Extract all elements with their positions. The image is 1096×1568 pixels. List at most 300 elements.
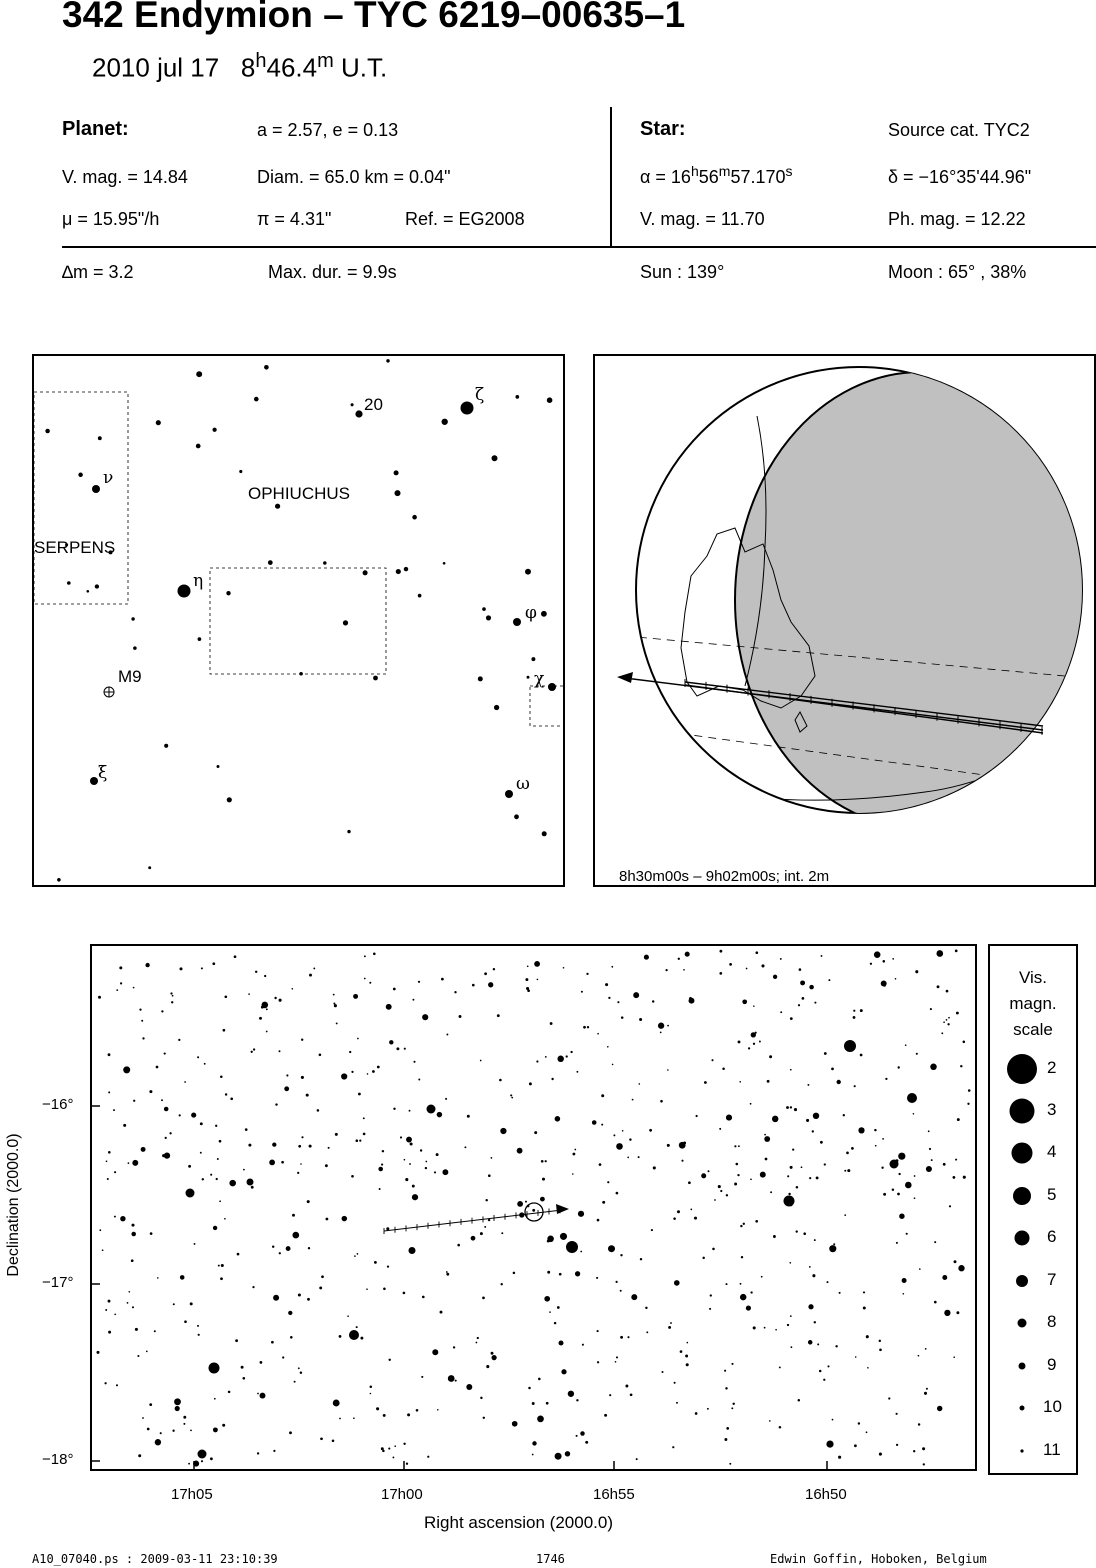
background-star: [98, 996, 101, 999]
background-star: [357, 1253, 359, 1255]
background-star: [726, 1427, 729, 1430]
background-star: [145, 963, 149, 967]
background-star: [586, 973, 588, 975]
background-star: [796, 1186, 799, 1189]
background-star: [408, 1247, 415, 1254]
background-star: [844, 1170, 846, 1172]
background-star: [812, 1274, 815, 1277]
background-star: [173, 1303, 175, 1305]
background-star: [198, 637, 202, 641]
background-star: [714, 1199, 716, 1201]
background-star: [298, 1293, 301, 1296]
background-star: [467, 1115, 470, 1118]
background-star: [394, 470, 399, 475]
background-star: [955, 1159, 957, 1161]
background-star: [913, 1113, 915, 1115]
background-star: [404, 567, 408, 571]
background-star: [870, 963, 872, 965]
background-star: [639, 1018, 642, 1021]
background-star: [485, 1199, 487, 1201]
background-star: [392, 1456, 394, 1458]
background-star: [609, 1394, 611, 1396]
scale-mag-label: 5: [1047, 1185, 1057, 1204]
background-star: [718, 1185, 721, 1188]
background-star: [731, 1407, 733, 1409]
background-star: [457, 1244, 460, 1247]
background-star: [273, 1450, 275, 1452]
background-star: [798, 1004, 800, 1006]
background-star: [563, 967, 565, 969]
star-phmag: Ph. mag. = 12.22: [888, 209, 1026, 229]
background-star: [172, 995, 174, 997]
background-star: [844, 1214, 846, 1216]
background-star: [613, 1134, 615, 1136]
xtick-label: 17h05: [171, 1486, 213, 1503]
minutes-unit: m: [317, 50, 334, 72]
background-star: [394, 1445, 396, 1447]
background-star: [512, 1421, 518, 1427]
earth-shadow: [735, 372, 1094, 828]
background-star: [229, 1180, 236, 1187]
background-star: [510, 1094, 512, 1096]
background-star: [248, 993, 250, 995]
footer-author: Edwin Goffin, Hoboken, Belgium: [770, 1552, 987, 1566]
background-star: [484, 1226, 486, 1228]
background-star: [200, 1122, 203, 1125]
background-star: [455, 1380, 457, 1382]
event-datetime: [92, 50, 387, 84]
background-star: [119, 966, 122, 969]
background-star: [309, 1145, 312, 1148]
target-star-bright: [566, 1241, 578, 1253]
background-star: [826, 1281, 828, 1283]
background-star: [175, 1406, 180, 1411]
background-star: [108, 1151, 111, 1154]
background-star: [138, 1454, 141, 1457]
background-star: [454, 991, 456, 993]
background-star: [946, 990, 949, 993]
background-star: [425, 1167, 427, 1169]
background-star: [576, 1435, 578, 1437]
chi-field-box: [530, 686, 563, 726]
label-nu: ν: [103, 468, 114, 488]
background-star: [432, 1349, 438, 1355]
background-star: [722, 1068, 725, 1071]
background-star: [529, 1082, 532, 1085]
background-star: [386, 1227, 389, 1230]
background-star: [188, 1463, 190, 1465]
background-star: [180, 1275, 185, 1280]
background-star: [464, 1146, 466, 1148]
background-star: [607, 1181, 609, 1183]
background-star: [241, 1366, 244, 1369]
background-star: [759, 1041, 761, 1043]
background-star: [582, 1344, 584, 1346]
background-star: [150, 1232, 153, 1235]
background-star: [341, 1073, 347, 1079]
star-xi: [90, 777, 98, 785]
background-star: [183, 1416, 186, 1419]
background-star: [750, 1103, 752, 1105]
background-star: [197, 1325, 199, 1327]
background-star: [133, 987, 135, 989]
background-star: [248, 1144, 251, 1147]
background-star: [297, 1172, 299, 1174]
background-star: [944, 1310, 950, 1316]
background-star: [114, 1216, 116, 1218]
background-star: [667, 1025, 669, 1027]
background-star: [854, 1444, 857, 1447]
background-star: [271, 1341, 274, 1344]
background-star: [615, 1281, 617, 1283]
background-star: [128, 1291, 130, 1293]
background-star: [786, 1106, 789, 1109]
background-star: [142, 1037, 144, 1039]
background-star: [767, 1080, 770, 1083]
background-star: [773, 1235, 776, 1238]
star-field-svg: [92, 946, 975, 1469]
background-star: [57, 878, 61, 882]
background-star: [802, 997, 805, 1000]
background-star: [924, 1392, 927, 1395]
background-star: [336, 1022, 338, 1024]
background-star: [558, 1340, 563, 1345]
background-star: [218, 1265, 220, 1267]
background-star: [499, 1079, 502, 1082]
background-star: [412, 999, 414, 1001]
background-star: [882, 1138, 884, 1140]
background-star: [934, 1301, 937, 1304]
background-star: [354, 1255, 356, 1257]
background-star: [902, 1278, 907, 1283]
background-star: [896, 1242, 898, 1244]
background-star: [823, 1379, 825, 1381]
background-star: [701, 1173, 706, 1178]
background-star: [123, 1124, 126, 1127]
scale-mag-label: 11: [1043, 1440, 1061, 1459]
background-star: [546, 1402, 549, 1405]
background-star: [226, 591, 230, 595]
background-star: [161, 1099, 163, 1101]
background-star: [851, 1147, 854, 1150]
background-star: [210, 1457, 213, 1460]
background-star: [292, 1232, 299, 1239]
background-star: [899, 1213, 904, 1218]
background-star: [948, 1017, 950, 1019]
background-star: [549, 1311, 551, 1313]
background-star: [482, 607, 486, 611]
background-star: [156, 420, 161, 425]
background-star: [313, 967, 315, 969]
background-star: [770, 1191, 772, 1193]
background-star: [646, 1331, 648, 1333]
background-star: [686, 1363, 689, 1366]
star-source-catalog: Source cat. TYC2: [888, 120, 1030, 140]
background-star: [790, 1166, 793, 1169]
background-star: [418, 1078, 420, 1080]
background-star: [266, 1031, 268, 1033]
background-star: [629, 1138, 631, 1140]
background-star: [217, 765, 220, 768]
background-star: [863, 1291, 865, 1293]
background-star: [369, 982, 371, 984]
background-star: [829, 1245, 836, 1252]
background-star: [306, 1094, 309, 1097]
background-star: [356, 1326, 358, 1328]
background-star: [816, 1176, 819, 1179]
background-star: [328, 1147, 330, 1149]
field-of-view-box: [210, 568, 386, 674]
background-star: [298, 1367, 300, 1369]
background-star: [255, 971, 257, 973]
background-star: [471, 1236, 476, 1241]
background-star: [446, 1034, 448, 1036]
moon-info: Moon : 65° , 38%: [888, 262, 1027, 282]
background-star: [860, 1054, 863, 1057]
field-star-bright: [844, 1040, 856, 1052]
star-phi: [513, 618, 521, 626]
background-star: [164, 1053, 166, 1055]
background-star: [299, 672, 303, 676]
background-star: [769, 1420, 771, 1422]
background-star: [855, 1356, 857, 1358]
background-star: [689, 997, 692, 1000]
background-star: [363, 1117, 365, 1119]
background-star: [956, 1311, 959, 1314]
background-star: [898, 1153, 905, 1160]
background-star: [104, 1382, 106, 1384]
background-star: [407, 1413, 410, 1416]
background-star: [356, 1139, 359, 1142]
background-star: [883, 960, 886, 963]
background-star: [930, 1008, 932, 1010]
background-star: [729, 1463, 731, 1465]
background-star: [751, 1032, 756, 1037]
background-star: [286, 1074, 288, 1076]
background-star: [404, 1159, 406, 1161]
background-star: [96, 1351, 99, 1354]
scale-mag-label: 7: [1047, 1270, 1057, 1289]
background-star: [459, 1015, 462, 1018]
background-star: [383, 1414, 386, 1417]
background-star: [132, 1306, 134, 1308]
background-star: [863, 1307, 866, 1310]
scale-title-line3: scale: [1013, 1020, 1053, 1039]
background-star: [377, 1066, 380, 1069]
background-star: [320, 1437, 323, 1440]
background-star: [788, 1193, 790, 1195]
background-star: [106, 1160, 108, 1162]
background-star: [532, 1441, 536, 1445]
background-star: [554, 1322, 556, 1324]
planet-parallax: π = 4.31": [257, 209, 332, 229]
background-star: [453, 1346, 455, 1348]
background-star: [223, 1029, 226, 1032]
background-star: [620, 1290, 622, 1292]
background-star: [808, 1340, 813, 1345]
background-star: [353, 1417, 355, 1419]
background-star: [483, 1417, 485, 1419]
label-omega: ω: [516, 774, 530, 794]
star-chi: [548, 683, 556, 691]
background-star: [448, 1375, 455, 1382]
background-star: [534, 1131, 537, 1134]
background-star: [220, 1076, 223, 1079]
background-star: [253, 1048, 255, 1050]
background-star: [264, 365, 269, 370]
background-star: [363, 1133, 366, 1136]
background-star: [660, 1100, 663, 1103]
background-star: [197, 1056, 199, 1058]
background-star: [381, 1164, 383, 1166]
background-star: [501, 1232, 503, 1234]
background-star: [881, 1167, 883, 1169]
background-star: [259, 1017, 262, 1020]
label-20: 20: [364, 395, 383, 414]
background-star: [860, 1009, 863, 1012]
background-star: [376, 1407, 379, 1410]
background-star: [622, 1130, 624, 1132]
planet-motion: μ = 15.95"/h: [62, 209, 160, 229]
background-star: [674, 1280, 680, 1286]
background-star: [237, 1253, 240, 1256]
background-star: [740, 1283, 742, 1285]
background-star: [649, 1129, 652, 1132]
background-star: [178, 1039, 180, 1041]
background-star: [790, 1346, 792, 1348]
background-star: [895, 978, 897, 980]
background-star: [943, 1021, 945, 1023]
background-star: [284, 1086, 289, 1091]
star-declination: δ = −16°35'44.96": [888, 167, 1032, 187]
label-chi: χ: [534, 669, 545, 689]
background-star: [418, 981, 420, 983]
background-star: [616, 1192, 619, 1195]
constellation-serpens: SERPENS: [34, 538, 116, 557]
label-eta: η: [193, 571, 204, 591]
background-star: [406, 1137, 412, 1143]
background-star: [242, 1377, 245, 1380]
background-star: [373, 953, 376, 956]
field-star: [349, 1330, 359, 1340]
background-star: [858, 1127, 864, 1133]
background-star: [902, 1293, 904, 1295]
background-star: [332, 1440, 335, 1443]
background-star: [914, 1197, 916, 1199]
background-star: [559, 1273, 562, 1276]
background-star: [683, 969, 685, 971]
background-star: [527, 965, 529, 967]
background-star: [230, 1097, 233, 1100]
background-star: [291, 988, 293, 990]
background-star: [597, 1033, 599, 1035]
background-star: [515, 395, 519, 399]
background-star: [222, 1424, 225, 1427]
background-star: [239, 470, 242, 473]
star-nu: [92, 485, 100, 493]
background-star: [308, 1247, 310, 1249]
background-star: [260, 1361, 263, 1364]
background-star: [160, 1432, 162, 1434]
background-star: [215, 1125, 217, 1127]
background-star: [412, 1185, 415, 1188]
background-star: [632, 1099, 634, 1101]
background-star: [729, 963, 732, 966]
x-axis-label: Right ascension (2000.0): [424, 1513, 614, 1532]
background-star: [525, 1201, 527, 1203]
background-star: [937, 1406, 942, 1411]
background-star: [551, 1078, 553, 1080]
background-star: [194, 1243, 196, 1245]
earth-globe-panel: [593, 354, 1096, 887]
background-star: [955, 950, 958, 953]
background-star: [587, 1026, 589, 1028]
background-star: [245, 1128, 248, 1131]
background-star: [738, 1145, 740, 1147]
background-star: [174, 1398, 181, 1405]
scale-dot-5: [1013, 1187, 1031, 1205]
background-star: [532, 1454, 534, 1456]
background-star: [831, 1068, 834, 1071]
background-star: [445, 1098, 447, 1100]
background-star: [123, 1066, 130, 1073]
background-star: [421, 1376, 423, 1378]
background-star: [846, 1152, 849, 1155]
background-star: [779, 1366, 781, 1368]
background-star: [681, 1160, 683, 1162]
background-star: [335, 1133, 338, 1136]
background-star: [251, 1186, 254, 1189]
background-star: [555, 1453, 562, 1460]
hours-unit: h: [255, 50, 267, 72]
background-star: [540, 1197, 545, 1202]
star-field-chart: [90, 944, 977, 1471]
background-star: [472, 984, 475, 987]
planet-diameter: Diam. = 65.0 km = 0.04": [257, 167, 451, 187]
background-star: [612, 1064, 614, 1066]
background-star: [545, 1160, 547, 1162]
background-star: [918, 1355, 920, 1357]
background-star: [809, 1266, 811, 1268]
background-star: [867, 1367, 869, 1369]
max-duration: Max. dur. = 9.9s: [268, 262, 397, 282]
background-star: [164, 1107, 169, 1112]
background-star: [676, 1402, 678, 1404]
background-star: [188, 1165, 191, 1168]
background-star: [517, 1201, 523, 1207]
background-star: [806, 1119, 809, 1122]
background-star: [437, 1409, 439, 1411]
background-star: [787, 1324, 789, 1326]
background-star: [898, 1066, 900, 1068]
y-axis-label: Declination (2000.0): [5, 1133, 22, 1277]
background-star: [156, 1066, 159, 1069]
background-star: [704, 1081, 707, 1084]
m9-cluster-icon: [104, 687, 114, 697]
header-divider: [610, 107, 612, 247]
background-star: [108, 1331, 111, 1334]
background-star: [198, 1334, 200, 1336]
background-star: [685, 952, 690, 957]
scale-dot-3: [1010, 1099, 1035, 1124]
background-star: [275, 504, 280, 509]
background-star: [351, 403, 354, 406]
background-star: [660, 1032, 662, 1034]
background-star: [527, 676, 530, 679]
background-star: [668, 1326, 671, 1329]
background-star: [353, 994, 358, 999]
background-star: [282, 1356, 284, 1358]
